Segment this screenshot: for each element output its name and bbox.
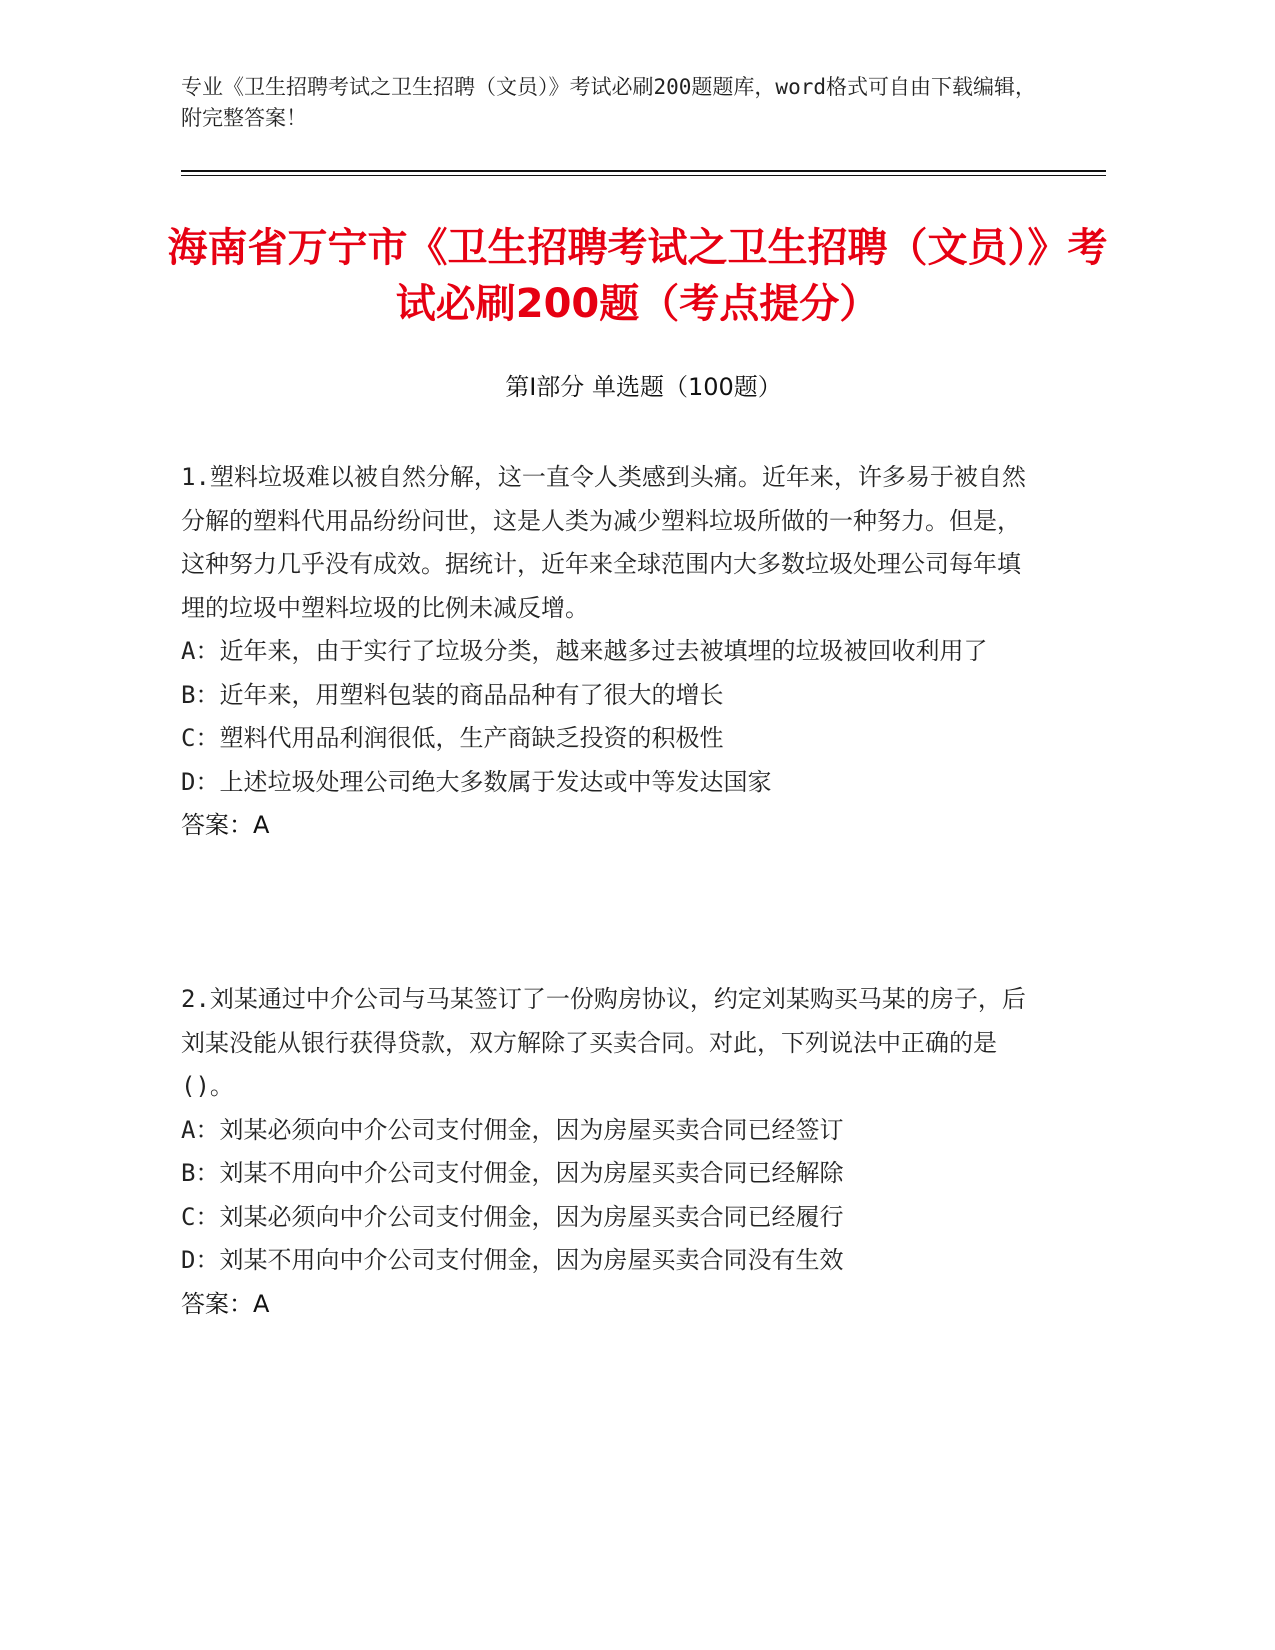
document-title: 海南省万宁市《卫生招聘考试之卫生招聘（文员）》考试必刷200题（考点提分） <box>167 225 1108 327</box>
option-a: A：近年来，由于实行了垃圾分类，越来越多过去被填埋的垃圾被回收利用了 <box>181 637 988 665</box>
option-d: D：刘某不用向中介公司支付佣金，因为房屋买卖合同没有生效 <box>181 1246 844 1274</box>
header-divider-top <box>181 170 1106 172</box>
question-2 <box>181 978 1041 1326</box>
option-b: B：近年来，用塑料包装的商品品种有了很大的增长 <box>181 680 724 709</box>
option-a: A：刘某必须向中介公司支付佣金，因为房屋买卖合同已经签订 <box>181 1115 844 1144</box>
option-b: B：刘某不用向中介公司支付佣金，因为房屋买卖合同已经解除 <box>181 1159 844 1187</box>
option-d: D：上述垃圾处理公司绝大多数属于发达或中等发达国家 <box>181 767 772 796</box>
header-note: 专业《卫生招聘考试之卫生招聘（文员）》考试必刷200题题库，word格式可自由下载编辑，附完整答案！ <box>181 75 1036 130</box>
question-1 <box>181 456 1041 848</box>
header-divider-bottom <box>181 175 1106 176</box>
question-stem: 2.刘某通过中介公司与马某签订了一份购房协议，约定刘某购买马某的房子，后刘某没能从银行获得贷款，双方解除了买卖合同。对此，下列说法中正确的是()。 <box>181 985 1026 1100</box>
answer: 答案：A <box>181 1289 270 1318</box>
option-c: C：塑料代用品利润很低，生产商缺乏投资的积极性 <box>181 724 724 752</box>
answer: 答案：A <box>181 811 270 839</box>
question-stem: 1.塑料垃圾难以被自然分解，这一直令人类感到头痛。近年来，许多易于被自然分解的塑料代用品纷纷问世，这是人类为减少塑料垃圾所做的一种努力。但是，这种努力几乎没有成效。据统计，近年来全球范围内大多数垃圾处理公司每年填埋的垃圾中塑料垃圾的比例未减反增。 <box>181 463 1026 622</box>
option-c: C：刘某必须向中介公司支付佣金，因为房屋买卖合同已经履行 <box>181 1202 844 1231</box>
section-title: 第Ⅰ部分 单选题（100题） <box>505 373 782 401</box>
